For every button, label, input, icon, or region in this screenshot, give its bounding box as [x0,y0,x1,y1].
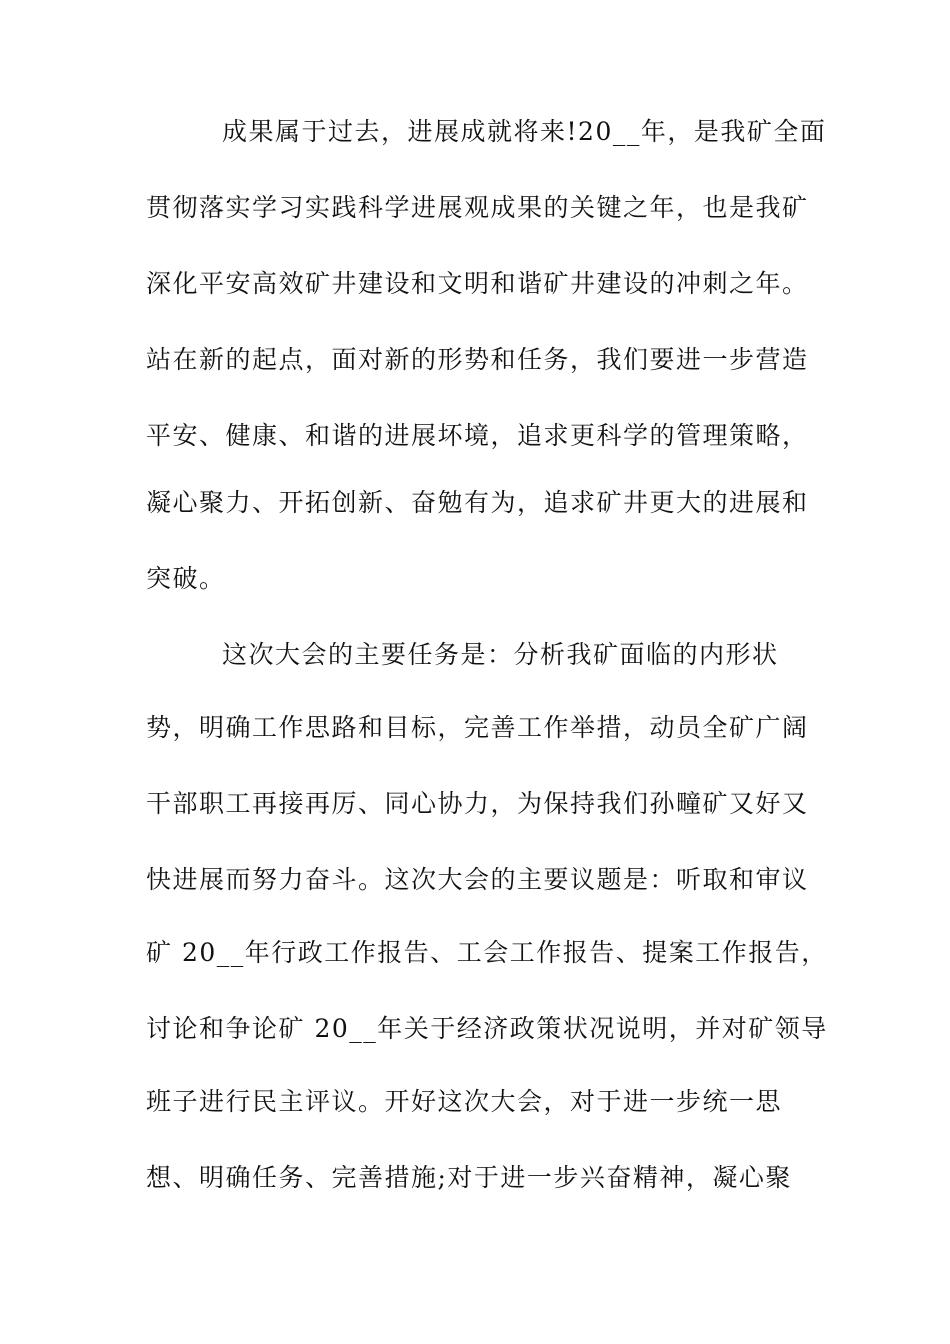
paragraph-1-line-5: 平安、健康、和谐的进展坏境，追求更科学的管理策略， [146,421,809,450]
paragraph-2-line-6: 讨论和争论矿 20__年关于经济政策状况说明，并对矿领导 [146,1014,828,1043]
paragraph-2-line-7: 班子进行民主评议。开好这次大会，对于进一步统一思 [146,1087,783,1116]
paragraph-2-line-5: 矿 20__年行政工作报告、工会工作报告、提案工作报告， [146,938,828,967]
paragraph-2-line-4: 快进展而努力奋斗。这次大会的主要议题是：听取和审议 [146,865,809,894]
paragraph-1-line-3: 深化平安高效矿井建设和文明和谐矿井建设的冲刺之年。 [146,269,809,298]
paragraph-1-line-6: 凝心聚力、开拓创新、奋勉有为，追求矿井更大的进展和 [146,488,809,517]
paragraph-2-line-8: 想、明确任务、完善措施;对于进一步兴奋精神，凝心聚 [146,1163,792,1192]
paragraph-1-line-7: 突破。 [146,564,226,593]
paragraph-2-line-1: 这次大会的主要任务是：分析我矿面临的内形状 [222,640,779,669]
paragraph-1-line-4: 站在新的起点，面对新的形势和任务，我们要进一步营造 [146,345,809,374]
paragraph-2-line-3: 干部职工再接再厉、同心协力，为保持我们孙疃矿又好又 [146,789,809,818]
paragraph-2-line-2: 势，明确工作思路和目标，完善工作举措，动员全矿广阔 [146,713,809,742]
paragraph-1-line-2: 贯彻落实学习实践科学进展观成果的关键之年，也是我矿 [146,193,809,222]
paragraph-1-line-1: 成果属于过去，进展成就将来!20__年，是我矿全面 [222,117,827,146]
